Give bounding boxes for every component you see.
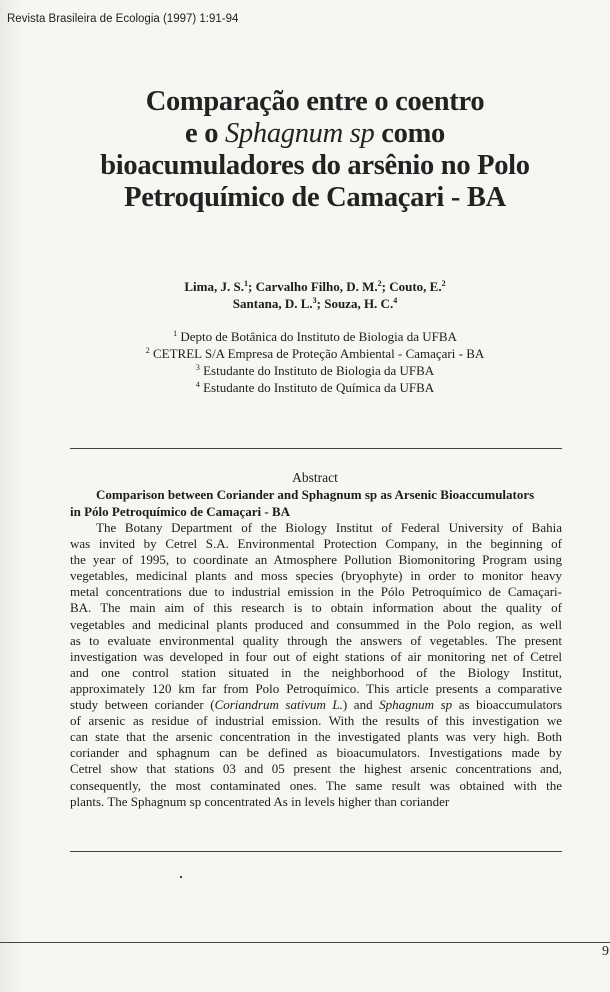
abstract-line: and one control station situated in the neighborhood of the Biology Institut,	[70, 664, 562, 680]
author: Lima, J. S.	[184, 279, 244, 294]
affiliation	[80, 328, 550, 345]
author-affil-ref: 4	[393, 296, 398, 305]
affiliation	[80, 362, 550, 379]
author-separator: ;	[316, 296, 325, 311]
author: Santana, D. L.	[232, 296, 313, 311]
abstract-line: The Botany Department of the Biology Institut of Federal University of Bahia	[96, 520, 562, 535]
species-name: Sphagnum sp	[379, 697, 453, 713]
authors-line-1	[100, 278, 530, 295]
author-separator: ;	[381, 279, 390, 294]
abstract-line: vegetables and medicinal plants produced and consummed in the Polo region, as well	[70, 616, 562, 632]
affiliation-text: Estudante do Instituto de Biologia da UFBA	[199, 363, 435, 378]
affiliation-text: Estudante do Instituto de Química da UFBA	[199, 380, 435, 395]
abstract-line: plants. The Sphagnum sp concentrated As in levels higher than coriander	[70, 793, 450, 809]
abstract-fragment: ) and	[342, 697, 380, 713]
article-title	[60, 86, 570, 214]
speck	[180, 876, 182, 878]
affiliation-number: 1	[173, 329, 178, 338]
footer-rule	[0, 942, 610, 943]
title-species: Sphagnum sp	[224, 118, 375, 149]
abstract-line: was invited by Cetrel S.A. Environmental Protection Company, in the beginning of	[70, 536, 562, 552]
abstract-line: can state that the arsenic concentration in the investigated plants was very high. Both	[70, 729, 562, 745]
title-line-3: bioacumuladores do arsênio no Polo	[100, 150, 530, 181]
title-line-2-post: como	[374, 118, 445, 149]
affiliation-text: CETREL S/A Empresa de Proteção Ambiental - Camaçari - BA	[149, 346, 485, 361]
affiliations	[80, 328, 550, 396]
affiliation-number: 2	[145, 346, 150, 355]
affiliation-text: Depto de Botânica do Instituto de Biologia da UFBA	[177, 329, 457, 344]
affiliation-number: 4	[195, 380, 200, 389]
author: Couto, E.	[389, 279, 442, 294]
abstract-line: consequently, the most contaminated ones. The same result was obtained with the	[70, 777, 562, 793]
abstract-title	[70, 486, 562, 520]
authors	[100, 278, 530, 312]
author-affil-ref: 1	[243, 279, 248, 288]
abstract-line: Cetrel show that stations 03 and 05 present the highest arsenic concentrations and,	[70, 761, 562, 777]
author-affil-ref: 3	[312, 296, 317, 305]
abstract-line	[70, 697, 562, 713]
abstract-line: BA. The main aim of this research is to obtain information about the quality of	[70, 600, 562, 616]
page-number: 9	[602, 944, 609, 959]
author: Souza, H. C.	[324, 296, 394, 311]
abstract-heading: Abstract	[292, 470, 338, 485]
top-divider	[70, 448, 562, 449]
affiliation	[80, 345, 550, 362]
title-line-4: Petroquímico de Camaçari - BA	[124, 182, 506, 213]
abstract-title-line-2: in Pólo Petroquímico de Camaçari - BA	[70, 504, 291, 519]
species-name: Coriandrum sativum L.	[214, 697, 343, 713]
affiliation	[80, 379, 550, 396]
title-line-1: Comparação entre o coentro	[145, 86, 485, 117]
author: Carvalho Filho, D. M.	[255, 279, 378, 294]
abstract-line: the year of 1995, to coordinate an Atmosphere Pollution Biomonitoring Program using	[70, 552, 562, 568]
abstract-line: approximately 120 km far from Polo Petroquímico. This article presents a comparative	[70, 680, 562, 696]
authors-line-2	[100, 295, 530, 312]
bottom-divider	[70, 851, 562, 852]
affiliation-number: 3	[195, 363, 200, 372]
page-edge	[0, 0, 22, 992]
abstract-body	[70, 520, 562, 810]
author-affil-ref: 2	[377, 279, 382, 288]
abstract-line: of arsenic as residue of industrial emission. With the results of this investigation we	[70, 713, 562, 729]
abstract-fragment: study between coriander (	[70, 697, 215, 713]
title-line-2	[60, 118, 570, 150]
abstract-line: as to evaluate environmental quality through the answers of vegetables. The present	[70, 632, 562, 648]
abstract-line: metal concentrations due to industrial emission in the Pólo Petroquímico de Camaçari-	[70, 584, 562, 600]
author-separator: ;	[247, 279, 256, 294]
title-line-2-pre: e o	[185, 118, 225, 149]
abstract-line: investigation was developed in four out of eight stations of air monitoring net of Cetrel	[70, 648, 562, 664]
abstract-fragment: as bioaccumulators	[452, 697, 563, 713]
abstract-line: vegetables, medicinal plants and moss species (bryophyte) in order to monitor heavy	[70, 568, 562, 584]
journal-header: Revista Brasileira de Ecologia (1997) 1:91-94	[7, 13, 239, 25]
abstract-title-line-1: Comparison between Coriander and Sphagnum sp as Arsenic Bioaccumulators	[96, 487, 535, 502]
abstract-line: coriander and sphagnum can be defined as bioacumulators. Investigations made by	[70, 745, 562, 761]
author-affil-ref: 2	[441, 279, 446, 288]
